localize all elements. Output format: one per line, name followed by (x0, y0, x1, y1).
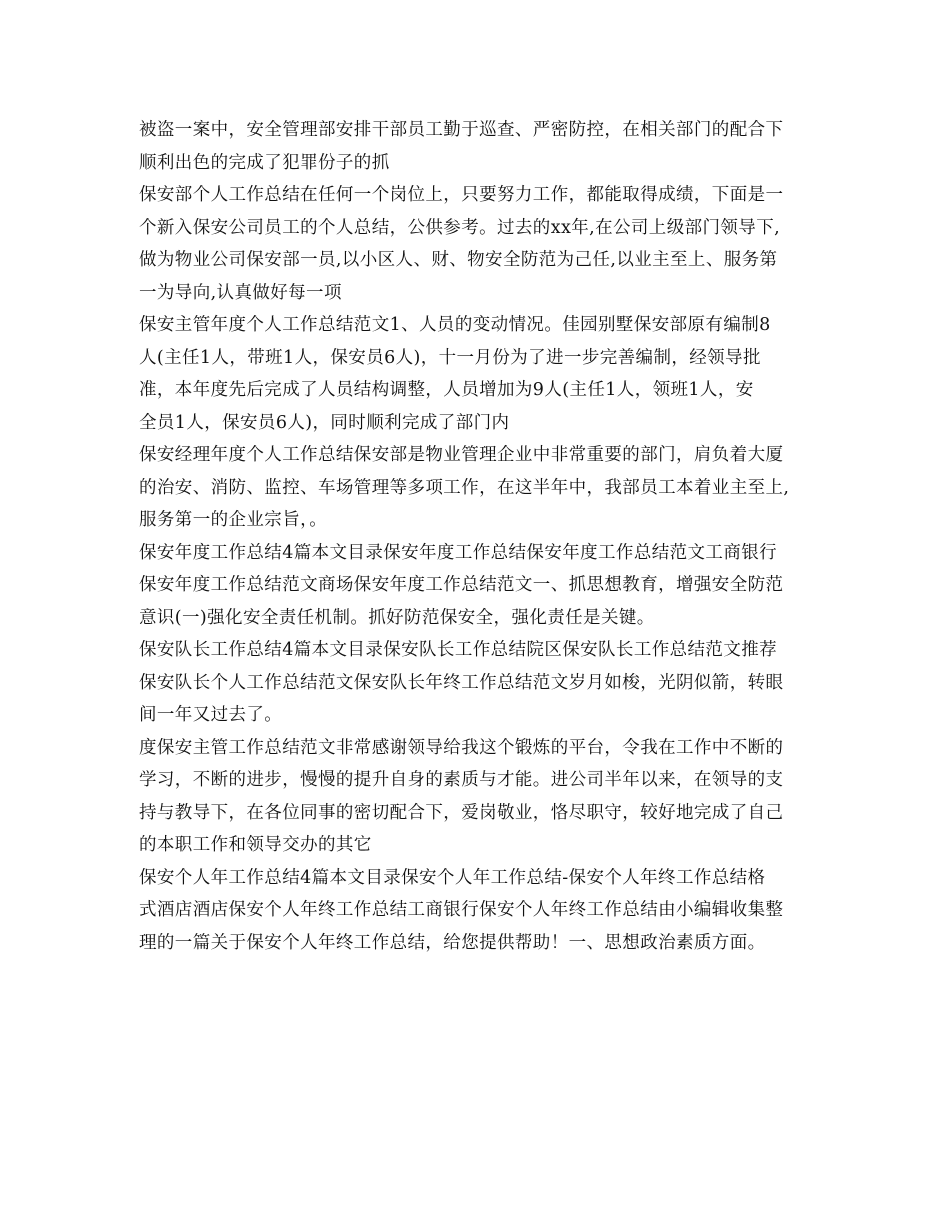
text-line: 意识(一)强化安全责任机制。抓好防范保安全，强化责任是关键。 (139, 607, 655, 628)
text-line: 做为物业公司保安部一员,以小区人、财、物安全防范为己任,以业主至上、服务第 (139, 250, 778, 270)
text-line: 间一年又过去了。 (139, 705, 283, 725)
text-line: 保安主管年度个人工作总结范文1、人员的变动情况。佳园别墅保安部原有编制8 (139, 315, 771, 335)
text-line: 准，本年度先后完成了人员结构调整，人员增加为9人(主任1人，领班1人，安 (139, 380, 754, 400)
text-line: 式酒店酒店保安个人年终工作总结工商银行保安个人年终工作总结由小编辑收集整 (139, 900, 784, 920)
text-line: 的本职工作和领导交办的其它 (139, 835, 372, 855)
text-line: 保安年度工作总结4篇本文目录保安年度工作总结保安年度工作总结范文工商银行 (139, 542, 778, 563)
text-line: 持与教导下，在各位同事的密切配合下，爱岗敬业，恪尽职守，较好地完成了自己 (139, 802, 784, 823)
text-line: 一为导向,认真做好每一项 (139, 282, 342, 303)
text-line: 的治安、消防、监控、车场管理等多项工作，在这半年中，我部员工本着业主至上, (139, 477, 790, 498)
text-line: 人(主任1人，带班1人，保安员6人)，十一月份为了进一步完善编制，经领导批 (139, 347, 761, 368)
text-line: 理的一篇关于保安个人年终工作总结，给您提供帮助！一、思想政治素质方面。 (139, 932, 766, 953)
text-line: 保安个人年工作总结4篇本文目录保安个人年工作总结-保安个人年终工作总结格 (139, 867, 766, 888)
text-line: 保安年度工作总结范文商场保安年度工作总结范文一、抓思想教育，增强安全防范 (139, 575, 784, 595)
text-line: 服务第一的企业宗旨，。 (139, 510, 328, 530)
text-line: 保安队长工作总结4篇本文目录保安队长工作总结院区保安队长工作总结范文推荐 (139, 640, 778, 660)
document-body (139, 114, 829, 959)
text-line: 学习，不断的进步，慢慢的提升自身的素质与才能。进公司半年以来，在领导的支 (139, 770, 784, 790)
text-line: 全员1人，保安员6人)，同时顺利完成了部门内 (139, 412, 510, 433)
text-line: 保安部个人工作总结在任何一个岗位上，只要努力工作，都能取得成绩，下面是一 (139, 185, 784, 205)
text-line: 个新入保安公司员工的个人总结，公供参考。过去的xx年,在公司上级部门领导下, (139, 217, 781, 238)
text-line: 被盗一案中，安全管理部安排干部员工勤于巡查、严密防控，在相关部门的配合下 (139, 120, 784, 140)
text-line: 顺利出色的完成了犯罪份子的抓 (139, 152, 390, 173)
text-line: 保安队长个人工作总结范文保安队长年终工作总结范文岁月如梭，光阴似箭，转眼 (139, 672, 784, 693)
text-line: 保安经理年度个人工作总结保安部是物业管理企业中非常重要的部门，肩负着大厦 (139, 445, 784, 465)
text-line: 度保安主管工作总结范文非常感谢领导给我这个锻炼的平台，令我在工作中不断的 (139, 737, 784, 758)
